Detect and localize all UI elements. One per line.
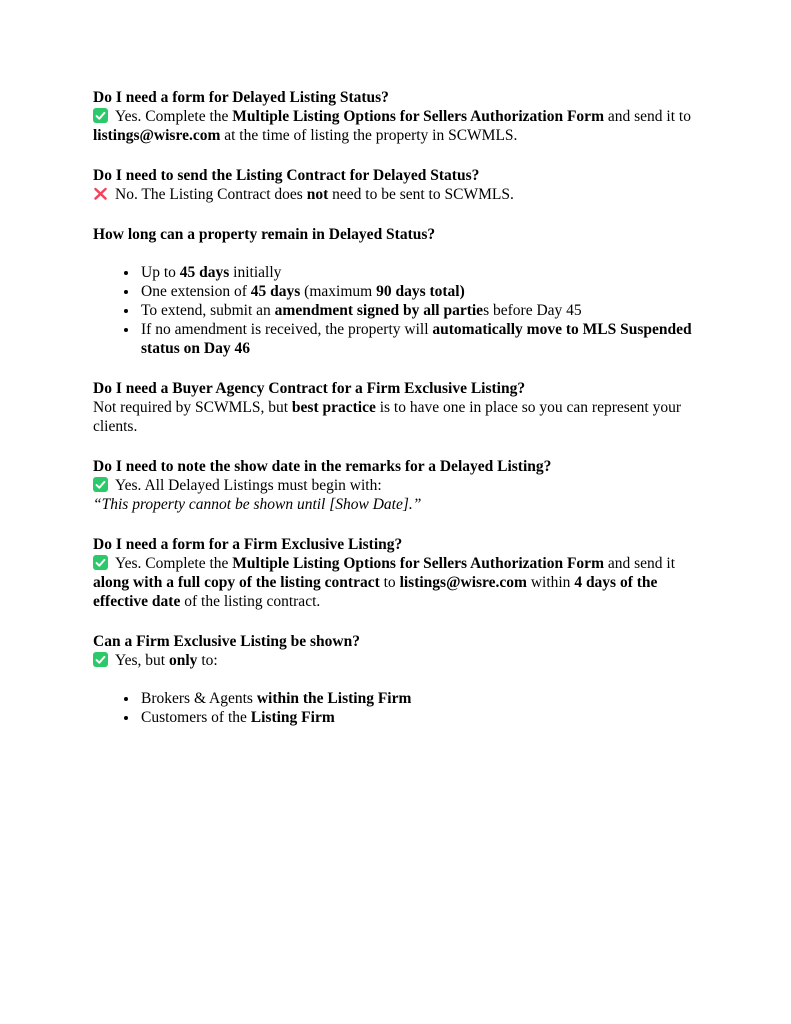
bullet-item: [139, 689, 708, 708]
bullet-item: [139, 301, 708, 320]
bullet-item: [139, 263, 708, 282]
bold-text-segment: automatically move to MLS Suspended status on Day 46: [141, 321, 692, 357]
bullet-item: [139, 708, 708, 727]
text-segment: at the time of listing the property in SCWMLS.: [220, 127, 518, 144]
answer-paragraph: [93, 554, 708, 611]
text-segment: and send it: [603, 555, 676, 572]
text-segment: To extend, submit an: [141, 302, 275, 319]
bold-text-segment: listings@wisre.com: [93, 127, 221, 144]
bold-text-segment: Multiple Listing Options for Sellers Authorization Form: [232, 555, 604, 572]
bold-text-segment: within the Listing Firm: [256, 690, 412, 707]
bold-text-segment: not: [306, 186, 329, 203]
text-segment: within: [526, 574, 575, 591]
text-segment: is to have one in place so you can represent your clients.: [93, 399, 682, 435]
bullet-item: [139, 282, 708, 301]
text-segment: Brokers & Agents: [141, 690, 257, 707]
text-segment: initially: [229, 264, 282, 281]
text-segment: Yes. Complete the: [115, 108, 233, 125]
check-icon: [93, 555, 108, 570]
bullet-list: [93, 689, 708, 727]
question-heading: Do I need a form for a Firm Exclusive Listing?: [93, 536, 403, 553]
text-segment: Customers of the: [141, 709, 251, 726]
text-segment: Up to: [141, 264, 180, 281]
bold-text-segment: 90 days total): [376, 283, 465, 300]
bullet-item: [139, 320, 708, 358]
question-heading: How long can a property remain in Delayed Status?: [93, 226, 436, 243]
italic-text-segment: “This property cannot be shown until [Show Date].”: [93, 496, 422, 513]
text-segment: If no amendment is received, the property will: [141, 321, 433, 338]
document-content: [93, 88, 708, 748]
question-heading: Do I need a Buyer Agency Contract for a Firm Exclusive Listing?: [93, 380, 526, 397]
bold-text-segment: 45 days: [179, 264, 230, 281]
text-segment: Yes, but: [115, 652, 169, 669]
text-segment: need to be sent to SCWMLS.: [328, 186, 514, 203]
question-heading: Can a Firm Exclusive Listing be shown?: [93, 633, 360, 650]
quote-text: [93, 495, 708, 514]
bold-text-segment: best practice: [291, 399, 376, 416]
bold-text-segment: amendment signed by all partie: [274, 302, 484, 319]
text-segment: and send it to: [603, 108, 691, 125]
answer-paragraph: [93, 651, 708, 670]
check-icon: [93, 108, 108, 123]
text-segment: to:: [197, 652, 218, 669]
bold-text-segment: 4 days of the effective date: [93, 574, 658, 610]
faq-section: [93, 379, 708, 436]
text-segment: Not required by SCWMLS, but: [93, 399, 292, 416]
text-segment: (maximum: [300, 283, 377, 300]
faq-section: [93, 535, 708, 611]
text-segment: One extension of: [141, 283, 251, 300]
faq-section: [93, 88, 708, 145]
faq-section: [93, 632, 708, 727]
text-segment: s before Day 45: [483, 302, 582, 319]
text-segment: of the listing contract.: [180, 593, 321, 610]
question-heading: Do I need to send the Listing Contract for Delayed Status?: [93, 167, 480, 184]
bold-text-segment: along with a full copy of the listing contract: [93, 574, 380, 591]
bold-text-segment: listings@wisre.com: [399, 574, 527, 591]
text-segment: Yes. Complete the: [115, 555, 233, 572]
bold-text-segment: only: [169, 652, 198, 669]
bold-text-segment: Listing Firm: [250, 709, 335, 726]
text-segment: No. The Listing Contract does: [115, 186, 307, 203]
question-heading: Do I need a form for Delayed Listing Status?: [93, 89, 389, 106]
bullet-list: [93, 263, 708, 358]
check-icon: [93, 652, 108, 667]
faq-section: [93, 166, 708, 204]
answer-paragraph: [93, 398, 708, 436]
bold-text-segment: Multiple Listing Options for Sellers Authorization Form: [232, 108, 604, 125]
text-segment: Yes. All Delayed Listings must begin with:: [115, 477, 382, 494]
check-icon: [93, 477, 108, 492]
answer-paragraph: [93, 107, 708, 145]
answer-paragraph: [93, 185, 708, 204]
question-heading: Do I need to note the show date in the remarks for a Delayed Listing?: [93, 458, 552, 475]
faq-section: [93, 457, 708, 514]
cross-icon: [93, 186, 108, 201]
faq-section: [93, 225, 708, 358]
text-segment: to: [379, 574, 400, 591]
bold-text-segment: 45 days: [250, 283, 301, 300]
answer-paragraph: [93, 476, 708, 495]
